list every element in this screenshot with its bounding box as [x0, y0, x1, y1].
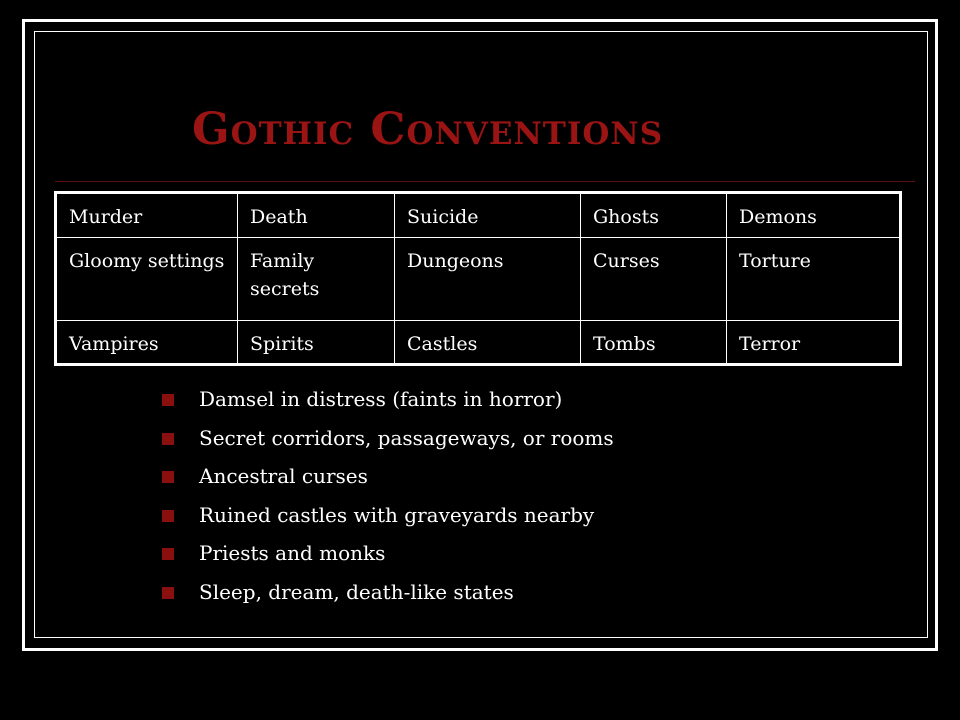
table-cell: Tombs [581, 321, 727, 365]
square-bullet-icon [162, 394, 174, 406]
table-cell: Demons [727, 193, 901, 238]
list-item-text: Damsel in distress (faints in horror) [199, 387, 563, 411]
table-cell: Spirits [238, 321, 395, 365]
table-cell: Torture [727, 238, 901, 321]
list-item-text: Ancestral curses [199, 464, 368, 489]
list-item-text: Sleep, dream, death-like states [199, 579, 514, 604]
list-item [162, 419, 614, 458]
table-cell: Vampires [56, 321, 238, 365]
list-item [162, 534, 614, 573]
bullet-list [162, 380, 614, 612]
table-cell: Dungeons [395, 238, 581, 321]
square-bullet-icon [162, 510, 174, 522]
square-bullet-icon [162, 433, 174, 445]
table-cell: Castles [395, 321, 581, 365]
table-cell: Suicide [395, 193, 581, 238]
table-cell: Murder [56, 193, 238, 238]
list-item [162, 380, 614, 419]
table-row [56, 193, 901, 238]
list-item-text: Ruined castles with graveyards nearby [199, 502, 595, 527]
title-divider [55, 181, 915, 182]
square-bullet-icon [162, 471, 174, 483]
list-item-text: Priests and monks [199, 541, 386, 566]
table-cell: Ghosts [581, 193, 727, 238]
table-cell: Terror [727, 321, 901, 365]
list-item [162, 496, 614, 535]
list-item [162, 457, 614, 496]
list-item [162, 573, 614, 612]
table-cell: Gloomy settings [56, 238, 238, 321]
list-item-text: Secret corridors, passageways, or rooms [199, 425, 614, 450]
slide-title: Gothic Conventions [192, 104, 664, 155]
table-row [56, 238, 901, 321]
table-cell: Family secrets [238, 238, 395, 321]
table-cell: Curses [581, 238, 727, 321]
table-row [56, 321, 901, 365]
square-bullet-icon [162, 587, 174, 599]
conventions-table [54, 191, 902, 366]
table-cell: Death [238, 193, 395, 238]
square-bullet-icon [162, 548, 174, 560]
